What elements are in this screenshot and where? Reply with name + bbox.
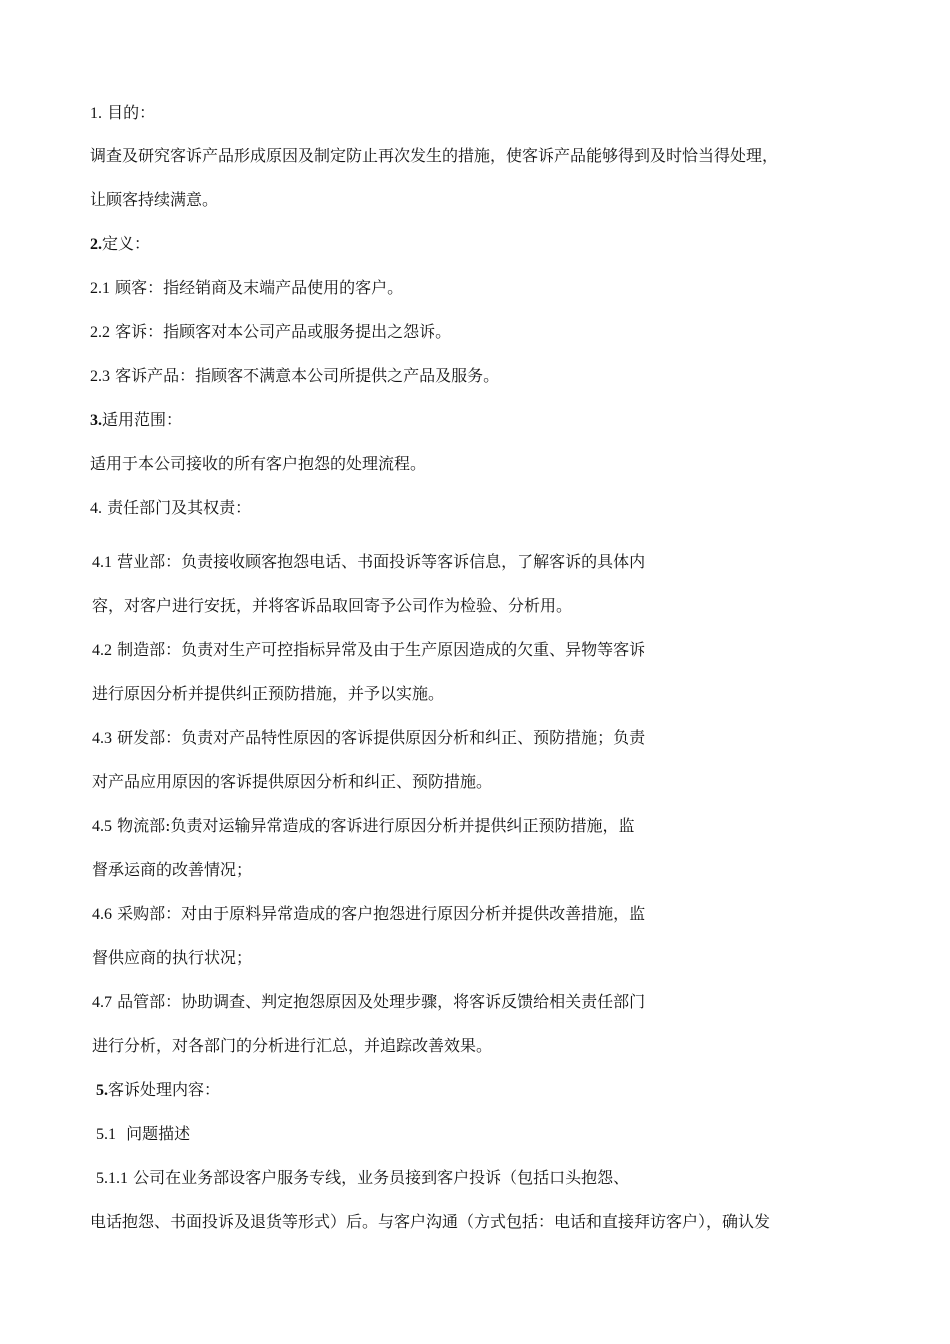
- paragraph-line: [92, 596, 572, 616]
- item-number: 4.3: [92, 730, 112, 747]
- item-number: 5.1: [96, 1126, 116, 1143]
- item-number: 2.2: [90, 324, 110, 341]
- section-title: 责任部门及其权责：: [107, 498, 252, 517]
- item-number: 4.2: [92, 642, 112, 659]
- paragraph-text: 容，对客户进行安抚，并将客诉品取回寄予公司作为检验、分析用。: [92, 596, 573, 615]
- paragraph-text: 对产品应用原因的客诉提供原因分析和纠正、预防措施。: [92, 772, 493, 791]
- item-number: 4.7: [92, 994, 112, 1011]
- subsection-item: [96, 1168, 629, 1189]
- section-1-heading: [90, 103, 155, 124]
- responsibility-item: [92, 552, 645, 573]
- section-number: 1.: [90, 105, 102, 122]
- paragraph-line: [92, 684, 444, 704]
- section-title: 适用范围：: [102, 410, 183, 429]
- item-number: 5.1.1: [96, 1170, 128, 1187]
- section-2-heading: [90, 234, 150, 255]
- item-number: 4.6: [92, 906, 112, 923]
- item-number: 2.3: [90, 368, 110, 385]
- item-text: 客诉：指顾客对本公司产品或服务提出之怨诉。: [115, 322, 452, 341]
- section-number: 2.: [90, 236, 102, 253]
- paragraph-line: [90, 190, 218, 210]
- paragraph-text: 进行分析，对各部门的分析进行汇总，并追踪改善效果。: [92, 1036, 493, 1055]
- section-5-heading: [96, 1080, 220, 1101]
- responsibility-item: [92, 640, 645, 661]
- section-title: 目的：: [107, 103, 156, 122]
- definition-item: [90, 366, 499, 387]
- paragraph-text: 督承运商的改善情况；: [92, 860, 253, 879]
- item-text: 顾客：指经销商及末端产品使用的客户。: [115, 278, 404, 297]
- section-4-heading: [90, 498, 251, 519]
- item-number: 4.1: [92, 554, 112, 571]
- item-text: 公司在业务部设客户服务专线，业务员接到客户投诉（包括口头抱怨、: [133, 1168, 630, 1187]
- responsibility-item: [92, 992, 645, 1013]
- item-text: 品管部：协助调查、判定抱怨原因及处理步骤，将客诉反馈给相关责任部门: [117, 992, 646, 1011]
- section-title: 定义：: [102, 234, 151, 253]
- paragraph-text: 适用于本公司接收的所有客户抱怨的处理流程。: [90, 454, 427, 473]
- paragraph-line: [90, 146, 778, 166]
- section-3-heading: [90, 410, 182, 431]
- definition-item: [90, 322, 451, 343]
- responsibility-item: [92, 904, 645, 925]
- paragraph-text: 让顾客持续满意。: [90, 190, 219, 209]
- paragraph-text: 督供应商的执行状况；: [92, 948, 253, 967]
- responsibility-item: [92, 728, 645, 749]
- paragraph-line: [90, 454, 426, 474]
- item-text: 研发部：负责对产品特性原因的客诉提供原因分析和纠正、预防措施；负责: [117, 728, 646, 747]
- item-text: 问题描述: [126, 1124, 191, 1143]
- subsection-heading: [96, 1124, 190, 1145]
- item-text: 客诉产品：指顾客不满意本公司所提供之产品及服务。: [115, 366, 500, 385]
- section-number: 3.: [90, 412, 102, 429]
- item-text: 采购部：对由于原料异常造成的客户抱怨进行原因分析并提供改善措施，监: [117, 904, 646, 923]
- section-number: 5.: [96, 1082, 108, 1099]
- paragraph-text: 调查及研究客诉产品形成原因及制定防止再次发生的措施，使客诉产品能够得到及时恰当得处理，: [90, 146, 779, 165]
- paragraph-line: [92, 1036, 492, 1056]
- paragraph-line: [90, 1212, 770, 1232]
- paragraph-line: [92, 772, 492, 792]
- paragraph-text: 进行原因分析并提供纠正预防措施，并予以实施。: [92, 684, 445, 703]
- item-number: 2.1: [90, 280, 110, 297]
- section-title: 客诉处理内容：: [108, 1080, 221, 1099]
- section-number: 4.: [90, 500, 102, 517]
- item-text: 物流部:负责对运输异常造成的客诉进行原因分析并提供纠正预防措施，监: [117, 816, 635, 835]
- definition-item: [90, 278, 403, 299]
- item-text: 营业部：负责接收顾客抱怨电话、书面投诉等客诉信息，了解客诉的具体内: [117, 552, 646, 571]
- paragraph-text: 电话抱怨、书面投诉及退货等形式）后。与客户沟通（方式包括：电话和直接拜访客户），确认发: [90, 1212, 771, 1231]
- item-number: 4.5: [92, 818, 112, 835]
- paragraph-line: [92, 860, 252, 880]
- responsibility-item: [92, 816, 635, 837]
- paragraph-line: [92, 948, 252, 968]
- item-text: 制造部：负责对生产可控指标异常及由于生产原因造成的欠重、异物等客诉: [117, 640, 646, 659]
